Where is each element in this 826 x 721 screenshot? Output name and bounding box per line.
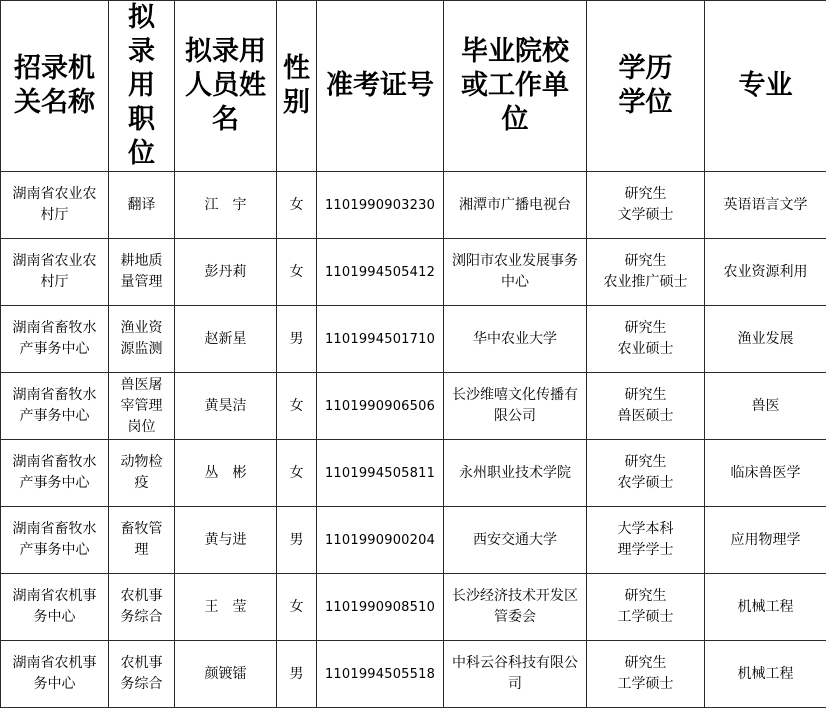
cell-name: 颜镀镭 <box>175 641 277 708</box>
cell-exam-id: 1101994505811 <box>317 440 444 507</box>
table-row <box>1 239 826 306</box>
table-row <box>1 172 826 239</box>
cell-agency: 湖南省畜牧水产事务中心 <box>1 507 109 574</box>
table-row <box>1 306 826 373</box>
cell-agency: 湖南省农机事务中心 <box>1 641 109 708</box>
cell-school: 西安交通大学 <box>444 507 587 574</box>
cell-name: 王 莹 <box>175 574 277 641</box>
cell-degree: 研究生 兽医硕士 <box>587 373 705 440</box>
cell-major: 机械工程 <box>705 641 826 708</box>
cell-major: 临床兽医学 <box>705 440 826 507</box>
cell-gender: 女 <box>277 574 317 641</box>
cell-major: 应用物理学 <box>705 507 826 574</box>
cell-major: 农业资源利用 <box>705 239 826 306</box>
cell-degree: 研究生 农业硕士 <box>587 306 705 373</box>
cell-gender: 男 <box>277 306 317 373</box>
cell-major: 机械工程 <box>705 574 826 641</box>
cell-school: 永州职业技术学院 <box>444 440 587 507</box>
cell-major: 兽医 <box>705 373 826 440</box>
cell-agency: 湖南省畜牧水产事务中心 <box>1 373 109 440</box>
table-row <box>1 641 826 708</box>
cell-agency: 湖南省农业农村厅 <box>1 239 109 306</box>
cell-gender: 女 <box>277 239 317 306</box>
cell-position: 翻译 <box>109 172 175 239</box>
cell-degree: 大学本科 理学学士 <box>587 507 705 574</box>
cell-school: 长沙维嘻文化传播有限公司 <box>444 373 587 440</box>
header-school: 毕业院校或工作单位 <box>444 1 587 172</box>
cell-gender: 女 <box>277 440 317 507</box>
cell-position: 农机事务综合 <box>109 574 175 641</box>
header-degree: 学历学位 <box>587 1 705 172</box>
cell-position: 兽医屠宰管理岗位 <box>109 373 175 440</box>
cell-school: 湘潭市广播电视台 <box>444 172 587 239</box>
cell-position: 渔业资源监测 <box>109 306 175 373</box>
cell-degree: 研究生 农学硕士 <box>587 440 705 507</box>
cell-major: 英语语言文学 <box>705 172 826 239</box>
cell-exam-id: 1101990908510 <box>317 574 444 641</box>
cell-degree: 研究生 工学硕士 <box>587 574 705 641</box>
cell-name: 丛 彬 <box>175 440 277 507</box>
cell-degree: 研究生 工学硕士 <box>587 641 705 708</box>
cell-name: 赵新星 <box>175 306 277 373</box>
table-row <box>1 440 826 507</box>
cell-degree: 研究生 农业推广硕士 <box>587 239 705 306</box>
cell-school: 长沙经济技术开发区管委会 <box>444 574 587 641</box>
header-agency: 招录机关名称 <box>1 1 109 172</box>
cell-agency: 湖南省农业农村厅 <box>1 172 109 239</box>
cell-exam-id: 1101990903230 <box>317 172 444 239</box>
cell-degree: 研究生 文学硕士 <box>587 172 705 239</box>
cell-gender: 男 <box>277 507 317 574</box>
cell-agency: 湖南省畜牧水产事务中心 <box>1 440 109 507</box>
header-major: 专业 <box>705 1 826 172</box>
header-gender: 性别 <box>277 1 317 172</box>
header-name: 拟录用人员姓名 <box>175 1 277 172</box>
cell-exam-id: 1101994505518 <box>317 641 444 708</box>
cell-gender: 女 <box>277 172 317 239</box>
cell-position: 动物检疫 <box>109 440 175 507</box>
header-position: 拟录用职位 <box>109 1 175 172</box>
cell-school: 中科云谷科技有限公司 <box>444 641 587 708</box>
cell-position: 耕地质量管理 <box>109 239 175 306</box>
cell-name: 江 宇 <box>175 172 277 239</box>
cell-name: 彭丹莉 <box>175 239 277 306</box>
table-header-row <box>1 1 826 172</box>
cell-agency: 湖南省畜牧水产事务中心 <box>1 306 109 373</box>
cell-name: 黄与进 <box>175 507 277 574</box>
cell-exam-id: 1101990906506 <box>317 373 444 440</box>
table-row <box>1 373 826 440</box>
table-row <box>1 574 826 641</box>
header-exam-id: 准考证号 <box>317 1 444 172</box>
table-row <box>1 507 826 574</box>
cell-school: 华中农业大学 <box>444 306 587 373</box>
cell-exam-id: 1101994505412 <box>317 239 444 306</box>
cell-gender: 女 <box>277 373 317 440</box>
cell-exam-id: 1101994501710 <box>317 306 444 373</box>
cell-exam-id: 1101990900204 <box>317 507 444 574</box>
cell-position: 畜牧管理 <box>109 507 175 574</box>
cell-agency: 湖南省农机事务中心 <box>1 574 109 641</box>
cell-gender: 男 <box>277 641 317 708</box>
cell-major: 渔业发展 <box>705 306 826 373</box>
cell-name: 黄昊洁 <box>175 373 277 440</box>
cell-position: 农机事务综合 <box>109 641 175 708</box>
cell-school: 浏阳市农业发展事务中心 <box>444 239 587 306</box>
